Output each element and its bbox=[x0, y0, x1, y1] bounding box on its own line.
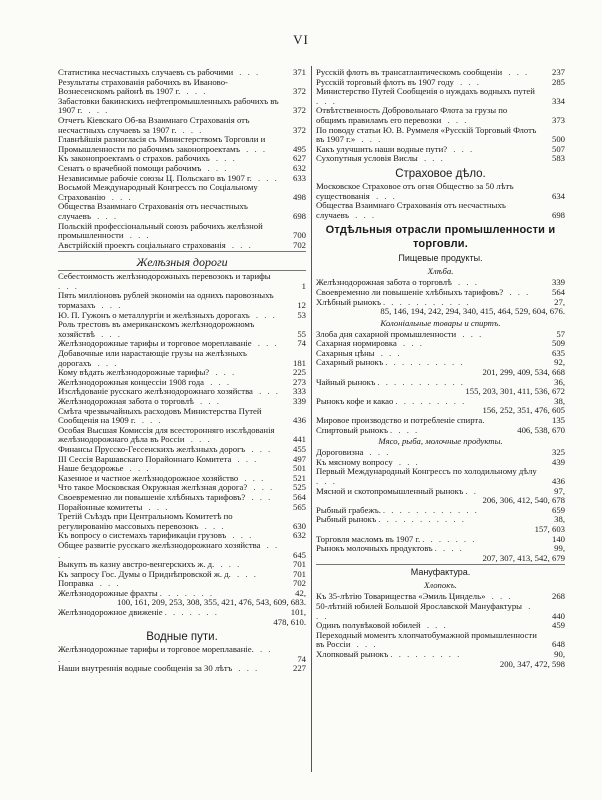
index-entry-dairy-market: Рынокъ молочныхъ продуктовъ . . . . 99, bbox=[316, 543, 565, 554]
index-entry: Желѣзнодорожная забота о торговлѣ . . . 339 bbox=[58, 396, 306, 406]
entry-pages: 525 bbox=[292, 482, 306, 493]
entry-pages-continued: 207, 307, 413, 542, 679 bbox=[482, 552, 565, 563]
index-entry: Статистика несчастныхъ случаевъ съ рабочими . . . 371 bbox=[58, 67, 306, 77]
grain-entries bbox=[316, 278, 565, 297]
entry-title: Русскій флотъ въ трансатлантическомъ сообщеніи bbox=[316, 67, 503, 77]
entry-pages: 698 bbox=[292, 210, 306, 221]
entry-pages-continued: 100, 161, 209, 253, 308, 355, 421, 476, 543, 609, 683. bbox=[117, 597, 306, 608]
index-entry-sugar-market: Сахарный рынокъ . . . . . . . . . . 92, bbox=[316, 357, 565, 368]
entry-pages: 645 bbox=[292, 549, 306, 560]
index-entry: Ю. П. Гужонъ о металлургіи и желѣзныхъ дорогахъ . . . 53 bbox=[58, 309, 306, 320]
entry-title: Злоба дня сахарной промышленности bbox=[316, 328, 457, 339]
entry-pages-continued: 156, 252, 351, 476, 605 bbox=[482, 405, 565, 416]
index-entry-butter: Торговля масломъ въ 1907 г. . . . . . . . 140 bbox=[316, 533, 565, 544]
entry-pages-continued: 155, 203, 301, 411, 536, 672 bbox=[465, 386, 565, 397]
entry-title: Министерство Путей Сообщенія о нуждахъ водныхъ путей bbox=[316, 86, 535, 97]
index-entry: По поводу статьи Ю. В. Руммеля «Русскій Торговый Флотъ въ 1907 г.» . . . 500 bbox=[316, 124, 565, 145]
entry-title: Своевременно ли повышеніе хлѣбныхъ тарифовъ? bbox=[58, 491, 246, 502]
entry-title: Желѣзнодорожная забота о торговлѣ bbox=[316, 277, 452, 288]
entry-title: 50-лѣтній юбилей Большой Ярославской Мануфактуры bbox=[316, 600, 523, 611]
index-entry: Своевременно ли повышеніе хлѣбныхъ тарифовъ? . . . 564 bbox=[58, 491, 306, 502]
entry-title: Какъ улучшить наши водные пути? bbox=[316, 143, 448, 154]
entry-pages: 648 bbox=[551, 639, 565, 650]
index-entry: Министерство Путей Сообщенія о нуждахъ водныхъ путей . . . 334 bbox=[316, 86, 565, 106]
section-heading-insurance: Страховое дѣло. bbox=[395, 167, 486, 180]
entry-pages: 181 bbox=[292, 357, 306, 368]
index-entry-freight: Желѣзнодорожные фрахты . . . . . . . 42, bbox=[58, 587, 306, 598]
entry-pages: 406, 538, 670 bbox=[517, 424, 565, 435]
index-entry: Дороговизна . . . 325 bbox=[316, 447, 565, 458]
index-entry: Кому вѣдать желѣзнодорожные тарифы? . . . 225 bbox=[58, 367, 306, 378]
entry-title: Переходный моментъ хлопчатобумажной промышленности въ Россіи bbox=[316, 629, 537, 650]
entry-title: Желѣзнодорожные тарифы и торговое мореплаваніе. bbox=[58, 644, 254, 655]
entry-pages: 27, bbox=[554, 296, 565, 307]
entry-title: Третій Съѣздъ при Центральномъ Комитетѣ по регулированію массовыхъ перевозокъ bbox=[58, 511, 233, 531]
entry-title: Отвѣтственность Добровольнаго Флота за грузы по общимъ правиламъ его перевозки bbox=[316, 105, 508, 125]
entry-title: Финансы Прусско-Гессенскихъ желѣзныхъ дорогъ bbox=[58, 443, 246, 454]
index-entry: Независимые рабочіе союзы Ц. Польскаго въ 1907 г. . . . 633 bbox=[58, 172, 306, 183]
entry-title: Порайонные комитеты bbox=[58, 501, 143, 512]
index-entry: Себестоимость желѣзнодорожныхъ перевозокъ и тарифы . . . 1 bbox=[58, 271, 306, 291]
index-entry: Къ мясному вопросу . . . 439 bbox=[316, 456, 565, 467]
entry-title: Общества Взаимнаго Страхованія отъ несчастныхъ случаевъ bbox=[316, 200, 506, 220]
index-entry-grain-market: Хлѣбный рынокъ . . . . . . . . . . . 27, bbox=[316, 296, 565, 307]
entry-pages: 497 bbox=[292, 453, 306, 464]
meat-entries bbox=[316, 448, 565, 486]
entry-pages: 436 bbox=[292, 415, 306, 426]
entry-pages-continued: 201, 299, 409, 534, 668 bbox=[482, 367, 565, 378]
index-entry: Московское Страховое отъ огня Общество за 50 лѣтъ существованія . . . 634 bbox=[316, 180, 565, 201]
index-entry: Своевременно ли повышеніе хлѣбныхъ тарифовъ? . . . 564 bbox=[316, 286, 565, 297]
entry-pages: 339 bbox=[292, 396, 306, 406]
entry-pages: 633 bbox=[292, 172, 306, 183]
entry-pages: 268 bbox=[551, 591, 565, 602]
index-entry: Желѣзнодорожные тарифы и торговое мореплаваніе . . . 74 bbox=[58, 338, 306, 349]
entry-title: Главнѣйшія разногласія съ Министерствомъ Торговли и Промышленности по рабочимъ законопроектамъ bbox=[58, 134, 266, 154]
entry-title: III Сессія Варшавскаго Порайоннаго Комитета bbox=[58, 453, 232, 464]
entry-title: Поправка bbox=[58, 578, 94, 589]
entry-title: Общества Взаимнаго Страхованія отъ несчастныхъ случаевъ bbox=[58, 201, 248, 221]
entry-title: Роль трестовъ въ американскомъ желѣзнодорожномъ хозяйствѣ bbox=[58, 319, 255, 339]
entry-pages: 371 bbox=[292, 67, 306, 77]
subheading-colonial: Колоніальные товары и спиртъ. bbox=[380, 317, 501, 328]
index-entry-cattle-market: Мясной и скотопромышленный рынокъ . . 97, bbox=[316, 485, 565, 496]
index-entry: Выкупъ въ казну австро-венгерскихъ ж. д. . . . 701 bbox=[58, 559, 306, 570]
entry-title: Къ запросу Гос. Думы о Приднѣпровской ж. д. bbox=[58, 568, 231, 579]
entry-title: Желѣзнодорожные фрахты bbox=[58, 587, 158, 598]
entry-title: Себестоимость желѣзнодорожныхъ перевозокъ и тарифы bbox=[58, 271, 271, 282]
index-entry: Къ запросу Гос. Думы о Приднѣпровской ж. д. . . . 701 bbox=[58, 568, 306, 579]
entry-pages: 630 bbox=[292, 520, 306, 531]
entry-title: Забастовки бакинскихъ нефтепромышленныхъ рабочихъ въ 1907 г. bbox=[58, 95, 279, 116]
entry-pages: 565 bbox=[292, 501, 306, 512]
index-entry: Главнѣйшія разногласія съ Министерствомъ Торговли и Промышленности по рабочимъ законопроектамъ . . . 495 bbox=[58, 134, 306, 154]
index-entry: Пять милліоновъ рублей экономіи на однихъ паровозныхъ тормазахъ . . . 12 bbox=[58, 290, 306, 311]
index-entry: Отвѣтственность Добровольнаго Флота за грузы по общимъ правиламъ его перевозки . . . 373 bbox=[316, 105, 565, 125]
entry-title: Изслѣдованіе русскаго желѣзнодорожнаго хозяйства bbox=[58, 386, 253, 397]
index-entry: Сахарная нормировка . . . 509 bbox=[316, 338, 565, 349]
entry-pages: 436 bbox=[551, 476, 565, 486]
entry-title: Сахарный рынокъ bbox=[316, 357, 384, 368]
index-entry: III Сессія Варшавскаго Порайоннаго Комитета . . . 497 bbox=[58, 453, 306, 464]
insurance-entries bbox=[316, 182, 565, 220]
entry-title: Желѣзнодорожная забота о торговлѣ bbox=[58, 396, 194, 406]
entry-title: Пять милліоновъ рублей экономіи на однихъ паровозныхъ тормазахъ bbox=[58, 290, 274, 311]
entry-title: Смѣта чрезвычайныхъ расходовъ Министерства Путей Сообщенія на 1909 г. bbox=[58, 405, 262, 426]
index-entry: Польскій профессіональный союзъ рабочихъ желѣзной промышленности . . . 700 bbox=[58, 220, 306, 241]
entry-pages: 564 bbox=[292, 491, 306, 502]
entry-pages: 440 bbox=[551, 610, 565, 621]
index-entry: Къ законопроектамъ о страхов. рабочихъ . . . 627 bbox=[58, 153, 306, 164]
entry-pages: 334 bbox=[551, 95, 565, 106]
index-entry-fish-rights: Рыбный грабежъ. . . . . . . . . . . . . 659 bbox=[316, 504, 565, 515]
entry-pages: 38, bbox=[554, 395, 565, 406]
entry-pages: 36, bbox=[554, 376, 565, 387]
index-entry: Русскій торговый флотъ въ 1907 году . . . 285 bbox=[316, 76, 565, 87]
entry-pages: 702 bbox=[292, 239, 306, 250]
entry-title: Наше бездорожье bbox=[58, 463, 124, 474]
index-entry: Особая Высшая Комиссія для всесторонняго изслѣдованія желѣзнодорожнаго дѣла въ Россіи . . . 441 bbox=[58, 424, 306, 445]
entry-title: Независимые рабочіе союзы Ц. Польскаго въ 1907 г. bbox=[58, 172, 252, 183]
section-rule bbox=[316, 564, 565, 565]
entry-pages: 333 bbox=[292, 386, 306, 397]
entry-title: Статистика несчастныхъ случаевъ съ рабочими bbox=[58, 67, 234, 77]
subsection-heading-food: Пищевые продукты. bbox=[398, 253, 483, 264]
entry-pages-continued: 200, 347, 472, 598 bbox=[499, 658, 565, 669]
entry-pages: 372 bbox=[292, 124, 306, 135]
entry-pages: 42, bbox=[295, 587, 306, 598]
entry-pages: 509 bbox=[551, 338, 565, 349]
index-entry: Желѣзнодорожная забота о торговлѣ . . . 339 bbox=[316, 277, 565, 288]
entry-pages: 501 bbox=[292, 463, 306, 474]
subheading-meat: Мясо, рыба, молочные продукты. bbox=[378, 436, 503, 447]
index-entry: Первый Международный Конгрессъ по холодильному дѣлу . . . 436 bbox=[316, 466, 565, 486]
entry-pages: 140 bbox=[551, 533, 565, 544]
entry-pages: 74 bbox=[297, 338, 306, 349]
entry-pages: 227 bbox=[292, 663, 306, 674]
entry-pages: 372 bbox=[292, 105, 306, 116]
entry-title: Мясной и скотопромышленный рынокъ bbox=[316, 485, 464, 496]
entry-title: Добавочные или нарастающіе грузы на желѣзныхъ дорогахъ bbox=[58, 348, 247, 368]
entry-pages: 698 bbox=[551, 209, 565, 220]
index-entry: Общества Взаимнаго Страхованія отъ несчастныхъ случаевъ . . . 698 bbox=[316, 200, 565, 220]
entry-pages: 273 bbox=[292, 376, 306, 387]
index-entry: Отчетъ Кіевскаго Об-ва Взаимнаго Страхованія отъ несчастныхъ случаевъ за 1907 г. . . . 372 bbox=[58, 114, 306, 135]
entry-title: Хлопковый рынокъ bbox=[316, 648, 389, 659]
index-entry: Къ 35-лѣтію Товарищества «Эмиль Циндель» . . . 268 bbox=[316, 591, 565, 602]
index-entry-traffic: Желѣзнодорожное движеніе . . . . . . . 101, bbox=[58, 607, 306, 618]
railway-entries bbox=[58, 272, 306, 589]
labor-entries bbox=[58, 68, 306, 250]
subsection-heading-manufacture: Мануфактура. bbox=[410, 567, 471, 578]
entry-pages: 12 bbox=[297, 300, 306, 311]
section-heading-waterways: Водные пути. bbox=[146, 631, 218, 644]
entry-title: Первый Международный Конгрессъ по холодильному дѣлу bbox=[316, 466, 537, 477]
entry-pages: 701 bbox=[292, 559, 306, 570]
entry-pages: 53 bbox=[297, 309, 306, 320]
entry-title: Желѣзнодорожныя концессіи 1908 года bbox=[58, 376, 205, 387]
entry-pages: 101, bbox=[290, 607, 306, 618]
entry-pages: 90, bbox=[554, 648, 565, 659]
index-entry: Наше бездорожье . . . 501 bbox=[58, 463, 306, 474]
entry-pages: 564 bbox=[551, 286, 565, 297]
index-entry-coffee-market: Рынокъ кофе и какао . . . . . . . . . 38, bbox=[316, 395, 565, 406]
entry-pages: 38, bbox=[554, 514, 565, 525]
entry-pages: 285 bbox=[551, 76, 565, 87]
waterway-entries bbox=[58, 645, 306, 674]
entry-pages: 1 bbox=[301, 280, 306, 291]
entry-title: Рыбный грабежъ. bbox=[316, 504, 381, 515]
subheading-cotton: Хлопокъ. bbox=[424, 580, 457, 591]
entry-pages: 500 bbox=[551, 134, 565, 145]
entry-pages-continued: 157, 603 bbox=[534, 523, 565, 534]
entry-pages: 74 bbox=[297, 653, 306, 664]
index-entry: Сахарныя цѣны . . . 635 bbox=[316, 347, 565, 358]
index-entry-tea-market: Чайный рынокъ . . . . . . . . . . . 36, bbox=[316, 376, 565, 387]
entry-pages: 57 bbox=[556, 328, 565, 339]
entry-title: Къ законопроектамъ о страхов. рабочихъ bbox=[58, 153, 210, 164]
index-entry: Желѣзнодорожныя концессіи 1908 года . . . 273 bbox=[58, 376, 306, 387]
entry-title: Ю. П. Гужонъ о металлургіи и желѣзныхъ дорогахъ bbox=[58, 309, 250, 320]
entry-pages: 583 bbox=[551, 153, 565, 164]
entry-pages: 634 bbox=[551, 190, 565, 201]
entry-pages: 372 bbox=[292, 86, 306, 97]
entry-pages: 632 bbox=[292, 530, 306, 541]
index-entry: Смѣта чрезвычайныхъ расходовъ Министерства Путей Сообщенія на 1909 г. . . . 436 bbox=[58, 405, 306, 426]
entry-pages: 225 bbox=[292, 367, 306, 378]
index-entry: Забастовки бакинскихъ нефтепромышленныхъ рабочихъ въ 1907 г. . . . 372 bbox=[58, 95, 306, 116]
entry-pages: 339 bbox=[551, 277, 565, 288]
section-heading-railways: Желѣзныя дороги bbox=[136, 255, 228, 270]
entry-title: Казенное и частное желѣзнодорожное хозяйство bbox=[58, 472, 239, 483]
entry-title: Мировое производство и потребленіе спирта. bbox=[316, 415, 485, 426]
right-column bbox=[316, 68, 565, 669]
entry-title: Сенатъ о врачебной помощи рабочимъ bbox=[58, 162, 202, 173]
entry-pages: 700 bbox=[292, 230, 306, 241]
entry-title: Спиртовый рынокъ bbox=[316, 424, 388, 435]
index-entry: Общества Взаимнаго Страхованія отъ несчастныхъ случаевъ . . . 698 bbox=[58, 201, 306, 221]
entry-pages: 325 bbox=[551, 447, 565, 458]
waterway-entries-continued bbox=[316, 68, 565, 164]
index-entry: Переходный моментъ хлопчатобумажной промышленности въ Россіи . . . 648 bbox=[316, 629, 565, 650]
index-entry: Злоба дня сахарной промышленности . . . 57 bbox=[316, 328, 565, 339]
entry-title: Дороговизна bbox=[316, 447, 364, 458]
index-entry: Къ вопросу о системахъ тарификаціи грузовъ . . . 632 bbox=[58, 530, 306, 541]
entry-title: Восьмой Международный Конгрессъ по Соціальному Страхованію bbox=[58, 182, 258, 202]
index-entry-cotton-market: Хлопковый рынокъ . . . . . . . . . 90, bbox=[316, 648, 565, 659]
entry-pages: 702 bbox=[292, 578, 306, 589]
entry-pages: 635 bbox=[551, 347, 565, 358]
index-entry: Одинъ полувѣковой юбилей . . . 459 bbox=[316, 620, 565, 631]
index-entry: Восьмой Международный Конгрессъ по Соціальному Страхованію . . . 498 bbox=[58, 182, 306, 202]
entry-title: Рынокъ кофе и какао bbox=[316, 395, 394, 406]
entry-pages: 55 bbox=[297, 328, 306, 339]
subheading-grain: Хлѣба. bbox=[427, 266, 454, 277]
entry-title: Польскій профессіональный союзъ рабочихъ желѣзной промышленности bbox=[58, 220, 263, 241]
entry-pages: 498 bbox=[292, 191, 306, 202]
index-entry: Финансы Прусско-Гессенскихъ желѣзныхъ дорогъ . . . 455 bbox=[58, 443, 306, 454]
entry-title: Сухопутныя условія Вислы bbox=[316, 153, 418, 164]
entry-title: Къ мясному вопросу bbox=[316, 456, 393, 467]
entry-title: Наши внутреннія водные сообщенія за 30 лѣтъ bbox=[58, 663, 233, 674]
entry-title: Чайный рынокъ bbox=[316, 376, 376, 387]
entry-pages: 237 bbox=[551, 67, 565, 77]
entry-title: Торговля масломъ въ 1907 г. bbox=[316, 533, 421, 544]
entry-pages: 627 bbox=[292, 153, 306, 164]
entry-pages: 701 bbox=[292, 568, 306, 579]
entry-title: Выкупъ въ казну австро-венгерскихъ ж. д. bbox=[58, 559, 215, 570]
index-entry: Роль трестовъ въ американскомъ желѣзнодорожномъ хозяйствѣ . . . 55 bbox=[58, 319, 306, 339]
entry-title: Результаты страхованія рабочихъ въ Иваново-Вознесенскомъ районѣ въ 1907 г. bbox=[58, 76, 228, 97]
section-heading-industries: Отдѣльныя отрасли промышленности и торговли. bbox=[325, 224, 556, 251]
entry-title: Австрійскій проектъ соціальнаго страхованія bbox=[58, 239, 226, 250]
entry-pages-continued: 478, 610. bbox=[273, 616, 306, 627]
entry-pages: 507 bbox=[551, 143, 565, 154]
entry-title: Одинъ полувѣковой юбилей bbox=[316, 620, 421, 631]
index-entry: Поправка . . . 702 bbox=[58, 578, 306, 589]
colonial-entries bbox=[316, 330, 565, 359]
entry-pages: 521 bbox=[292, 472, 306, 483]
entry-pages: 135 bbox=[551, 415, 565, 426]
index-entry: Общее развитіе русскаго желѣзнодорожнаго хозяйства . . . 645 bbox=[58, 539, 306, 560]
entry-pages: 632 bbox=[292, 162, 306, 173]
entry-pages: 495 bbox=[292, 143, 306, 154]
page-number: VI bbox=[293, 32, 309, 47]
entry-pages: 92, bbox=[554, 357, 565, 368]
entry-title: Къ вопросу о системахъ тарификаціи грузовъ bbox=[58, 530, 227, 541]
entry-title: Къ 35-лѣтію Товарищества «Эмиль Циндель» bbox=[316, 591, 486, 602]
section-rule bbox=[58, 251, 306, 252]
column-divider bbox=[311, 66, 312, 772]
entry-pages-continued: 206, 306, 412, 540, 678 bbox=[482, 495, 565, 506]
index-entry: Австрійскій проектъ соціальнаго страхованія . . . 702 bbox=[58, 239, 306, 250]
index-entry: 50-лѣтній юбилей Большой Ярославской Мануфактуры . . . 440 bbox=[316, 600, 565, 621]
entry-pages-continued: 85, 146, 194, 242, 294, 340, 415, 464, 529, 604, 676. bbox=[380, 306, 565, 317]
entry-pages: 373 bbox=[551, 114, 565, 125]
entry-pages: 99, bbox=[554, 543, 565, 554]
entry-title: Что такое Московская Окружная желѣзная дорога? bbox=[58, 482, 248, 493]
entry-title: Сахарныя цѣны bbox=[316, 347, 375, 358]
index-entry: Сенатъ о врачебной помощи рабочимъ . . . 632 bbox=[58, 162, 306, 173]
entry-pages: 459 bbox=[551, 620, 565, 631]
index-entry-alcohol-market: Спиртовый рынокъ . . . . 406, 538, 670 bbox=[316, 424, 565, 435]
entry-pages: 455 bbox=[292, 443, 306, 454]
index-entry: Изслѣдованіе русскаго желѣзнодорожнаго хозяйства . . . 333 bbox=[58, 386, 306, 397]
entry-title: Рынокъ молочныхъ продуктовъ bbox=[316, 543, 433, 554]
left-column bbox=[58, 68, 306, 674]
index-entry: Наши внутреннія водные сообщенія за 30 лѣтъ . . . 227 bbox=[58, 663, 306, 674]
manufacture-entries bbox=[316, 592, 565, 650]
index-entry: Сухопутныя условія Вислы . . . 583 bbox=[316, 153, 565, 164]
index-entry: Казенное и частное желѣзнодорожное хозяйство . . . 521 bbox=[58, 472, 306, 483]
index-entry: Какъ улучшить наши водные пути? . . . 507 bbox=[316, 143, 565, 154]
entry-title: Сахарная нормировка bbox=[316, 338, 397, 349]
index-entry: Русскій флотъ въ трансатлантическомъ сообщеніи . . . 237 bbox=[316, 67, 565, 77]
entry-title: Желѣзнодорожное движеніе bbox=[58, 607, 163, 618]
index-entry: Желѣзнодорожные тарифы и торговое мореплаваніе. . . . 74 bbox=[58, 644, 306, 664]
index-entry-fish-market: Рыбный рынокъ . . . . . . . . . . . 38, bbox=[316, 514, 565, 525]
entry-title: Хлѣбный рынокъ bbox=[316, 296, 381, 307]
index-entry: Третій Съѣздъ при Центральномъ Комитетѣ по регулированію массовыхъ перевозокъ . . . 630 bbox=[58, 511, 306, 531]
entry-title: Желѣзнодорожные тарифы и торговое мореплаваніе bbox=[58, 338, 252, 349]
entry-pages: 659 bbox=[551, 504, 565, 515]
entry-title: Русскій торговый флотъ въ 1907 году bbox=[316, 76, 454, 87]
entry-pages: 439 bbox=[551, 456, 565, 467]
entry-pages: 441 bbox=[292, 434, 306, 445]
entry-title: Отчетъ Кіевскаго Об-ва Взаимнаго Страхованія отъ несчастныхъ случаевъ за 1907 г. bbox=[58, 114, 250, 135]
index-entry: Добавочные или нарастающіе грузы на желѣзныхъ дорогахъ . . . 181 bbox=[58, 348, 306, 368]
entry-title: Рыбный рынокъ bbox=[316, 514, 377, 525]
entry-title: Своевременно ли повышеніе хлѣбныхъ тарифовъ? bbox=[316, 286, 504, 297]
index-entry: Результаты страхованія рабочихъ въ Иваново-Вознесенскомъ районѣ въ 1907 г. . . . 372 bbox=[58, 76, 306, 97]
entry-title: Кому вѣдать желѣзнодорожные тарифы? bbox=[58, 367, 210, 378]
entry-pages: 97, bbox=[554, 485, 565, 496]
index-entry: Что такое Московская Окружная желѣзная дорога? . . . 525 bbox=[58, 482, 306, 493]
entry-title: Московское Страховое отъ огня Общество за 50 лѣтъ существованія bbox=[316, 180, 514, 201]
entry-title: По поводу статьи Ю. В. Руммеля «Русскій Торговый Флотъ въ 1907 г.» bbox=[316, 124, 537, 145]
index-entry: Порайонные комитеты . . . 565 bbox=[58, 501, 306, 512]
entry-title: Общее развитіе русскаго желѣзнодорожнаго хозяйства bbox=[58, 539, 261, 550]
entry-title: Особая Высшая Комиссія для всесторонняго изслѣдованія желѣзнодорожнаго дѣла въ Россіи bbox=[58, 424, 275, 445]
